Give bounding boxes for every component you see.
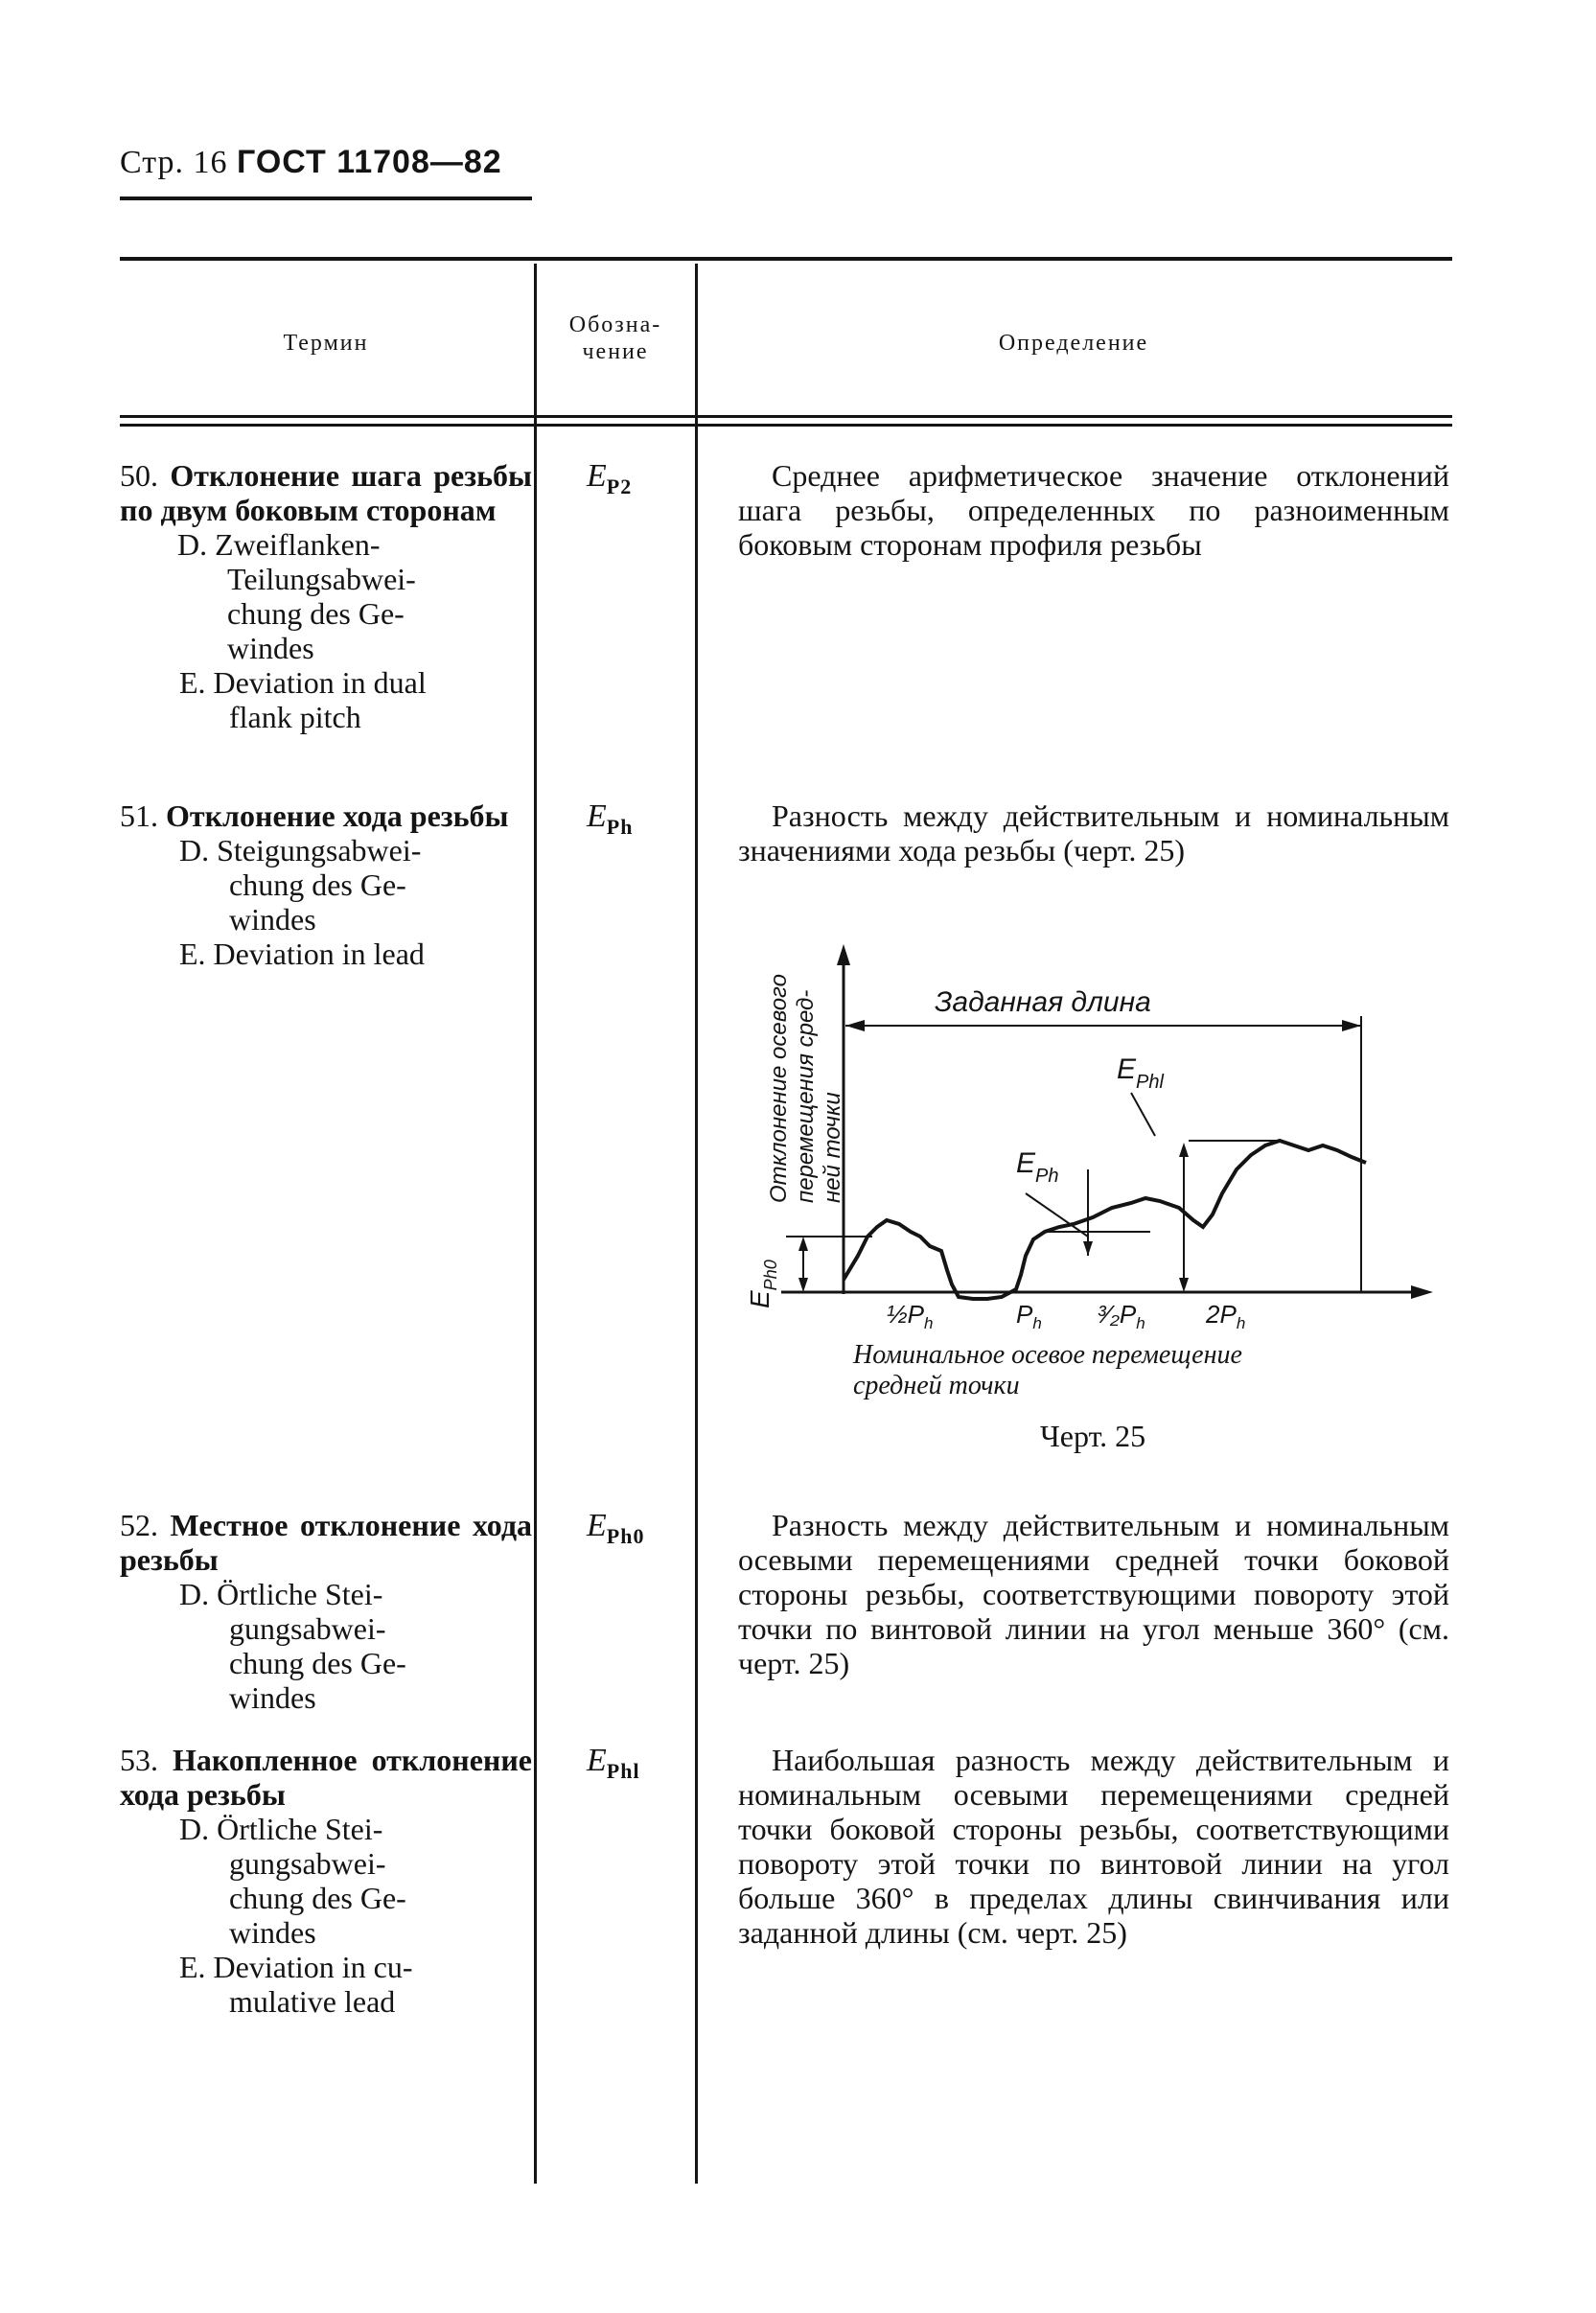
standard-number: ГОСТ 11708—82 xyxy=(237,144,502,180)
figure-caption-line2: средней точки xyxy=(853,1371,1020,1400)
length-arrow-left xyxy=(845,1020,865,1031)
given-length-label: Заданная длина xyxy=(935,986,1151,1018)
symbol-52: $E_{Ph0}$ xyxy=(587,1508,645,1548)
symbol-51: $E_{Ph}$ xyxy=(587,798,634,839)
definition-53: Наибольшая разность между действительным и номинальным осевыми перемещениями средней точки боковой стороны резьбы, соответствующими повороту этой точки по винтовой линии на угол больше 360° в пределах длины свинчивания или заданной длины (см. черт. 25) xyxy=(738,1743,1449,1950)
term-50 xyxy=(120,458,532,734)
y-axis-label-line2: перемещения сред- xyxy=(793,989,819,1203)
symbol-53: $E_{Phl}$ xyxy=(587,1743,640,1783)
y-axis-arrow xyxy=(837,944,850,965)
term-52 xyxy=(120,1508,532,1715)
eph0-arrow-bottom xyxy=(798,1278,808,1292)
definition-52: Разность между действительным и номинальным осевыми перемещениями средней точки боковой стороны резьбы, соответствующими повороту этой точки по винтовой линии на угол меньше 360° (см. черт. 25) xyxy=(738,1508,1449,1680)
tick-ph: $P_h$ xyxy=(1016,1300,1042,1332)
figure-caption xyxy=(853,1340,1390,1401)
column-header-term: Термин xyxy=(283,331,369,356)
term-title: 51. Отклонение хода резьбы xyxy=(120,798,509,833)
x-axis-arrow xyxy=(1411,1285,1433,1299)
term-title: 50. Отклонение шага резьбы по двум боковым сторонам xyxy=(120,458,533,527)
term-title: 52. Местное отклонение хода резьбы xyxy=(120,1508,533,1577)
definition-51: Разность между действительным и номинальным значениями хода резьбы (черт. 25) xyxy=(738,798,1449,867)
eph0-arrow-top xyxy=(798,1237,808,1251)
ephl-leader xyxy=(1131,1093,1155,1136)
column-divider-2 xyxy=(695,264,698,2184)
figure-caption-line1: Номинальное осевое перемещение xyxy=(853,1340,1242,1370)
figure-label: Черт. 25 xyxy=(1040,1419,1146,1453)
column-header-symbol-line2: чение xyxy=(582,339,649,364)
symbol-50: $E_{P2}$ xyxy=(587,458,633,498)
tick-three-half-ph: $^3⁄_2P_h$ xyxy=(1098,1300,1145,1332)
y-axis-label-line1: Отклонение осевого xyxy=(766,974,792,1203)
column-divider-1 xyxy=(534,264,537,2184)
svg-text:EPh0: $E_{Ph0}$ xyxy=(745,1260,780,1308)
term-53 xyxy=(120,1743,532,2019)
figure-25-diagram xyxy=(729,915,1457,1337)
page-number: Стр. 16 xyxy=(120,145,228,180)
term-51 xyxy=(120,798,532,971)
table-header-rule-double xyxy=(120,424,1452,427)
definition-50: Среднее арифметическое значение отклонений шага резьбы, определенных по разноименным боковым сторонам профиля резьбы xyxy=(738,458,1449,562)
table-top-rule xyxy=(120,257,1452,261)
eph0-label xyxy=(745,1260,780,1308)
eph-leader xyxy=(1026,1193,1088,1237)
column-header-definition: Определение xyxy=(998,331,1149,356)
header-rule xyxy=(120,197,532,200)
ephl-arrow-top xyxy=(1179,1143,1189,1157)
term-german: D. Örtliche Stei- gungsabwei- chung des Ge- windes xyxy=(179,1812,406,1950)
term-german: D. Zweiflanken- Teilungsabwei- chung des Ge- windes xyxy=(177,527,416,665)
term-english: E. Deviation in dual flank pitch xyxy=(179,665,427,734)
page-header xyxy=(120,144,502,181)
term-english: E. Deviation in lead xyxy=(179,937,425,971)
deviation-curve xyxy=(844,1141,1366,1299)
y-axis-label-line3: ней точки xyxy=(820,1092,845,1203)
term-english: E. Deviation in cu- mulative lead xyxy=(179,1950,413,2019)
term-german: D. Örtliche Stei- gungsabwei- chung des Ge- windes xyxy=(179,1577,406,1715)
tick-two-ph: $2P_h$ xyxy=(1206,1300,1246,1332)
term-title: 53. Накопленное отклонение хода резьбы xyxy=(120,1743,533,1812)
column-header-symbol xyxy=(539,312,692,365)
ephl-label: $E_{Phl}$ xyxy=(1117,1053,1164,1093)
term-german: D. Steigungsabwei- chung des Ge- windes xyxy=(179,833,422,937)
length-arrow-right xyxy=(1342,1020,1361,1031)
eph-label: $E_{Ph}$ xyxy=(1016,1147,1059,1187)
tick-half-ph: $\frac{1}{2}P_h$ xyxy=(887,1300,934,1332)
column-header-symbol-line1: Обозна- xyxy=(568,312,662,337)
ephl-arrow-bottom xyxy=(1179,1278,1189,1292)
eph-arrow xyxy=(1083,1241,1093,1256)
table-header-rule xyxy=(120,415,1452,418)
